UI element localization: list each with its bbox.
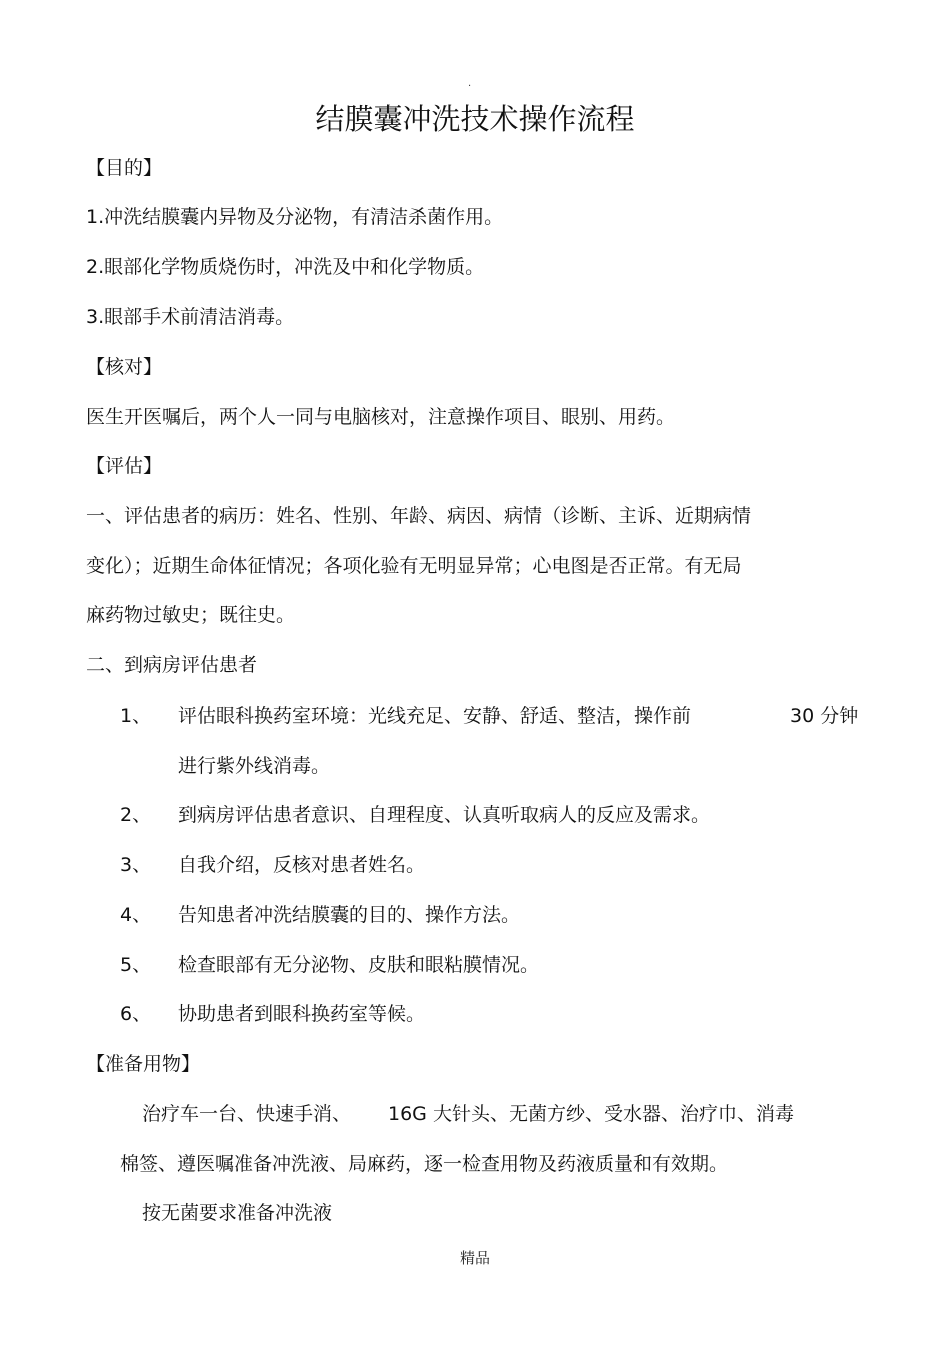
step-number: 4、	[120, 904, 152, 926]
step-text: 协助患者到眼科换药室等候。	[178, 1003, 426, 1025]
assess-part1-line-1: 一、评估患者的病历：姓名、性别、年龄、病因、病情（诊断、主诉、近期病情	[86, 505, 752, 527]
page-footer: 精品	[459, 1249, 490, 1267]
step-text: 到病房评估患者意识、自理程度、认真听取病人的反应及需求。	[178, 804, 711, 826]
assess-heading: 【评估】	[86, 455, 163, 477]
step-text-continued: 进行紫外线消毒。	[178, 755, 331, 777]
purpose-item-2: 2.眼部化学物质烧伤时，冲洗及中和化学物质。	[86, 256, 485, 278]
purpose-item-1: 1.冲洗结膜囊内异物及分泌物，有清洁杀菌作用。	[86, 206, 504, 228]
prepare-line-2: 棉签、遵医嘱准备冲洗液、局麻药，逐一检查用物及药液质量和有效期。	[120, 1153, 729, 1175]
assess-part1-line-2: 变化）；近期生命体征情况；各项化验有无明显异常；心电图是否正常。有无局	[86, 555, 742, 577]
prepare-line-3: 按无菌要求准备冲洗液	[142, 1202, 333, 1224]
step-number: 6、	[120, 1003, 152, 1025]
prepare-heading: 【准备用物】	[86, 1053, 201, 1075]
step-number: 1、	[120, 705, 152, 727]
check-text: 医生开医嘱后，两个人一同与电脑核对，注意操作项目、眼别、用药。	[86, 406, 676, 428]
assess-part1-line-3: 麻药物过敏史；既往史。	[86, 604, 296, 626]
prepare-line-1a: 治疗车一台、快速手消、	[142, 1103, 352, 1125]
step-number: 2、	[120, 804, 152, 826]
check-heading: 【核对】	[86, 356, 163, 378]
step-number: 5、	[120, 954, 152, 976]
step-text: 告知患者冲洗结膜囊的目的、操作方法。	[178, 904, 521, 926]
step-duration: 30 分钟	[790, 705, 859, 727]
purpose-item-3: 3.眼部手术前清洁消毒。	[86, 306, 295, 328]
purpose-heading: 【目的】	[86, 157, 163, 179]
step-text: 评估眼科换药室环境：光线充足、安静、舒适、整洁，操作前	[178, 705, 692, 727]
step-number: 3、	[120, 854, 152, 876]
header-mark: .	[468, 78, 472, 89]
step-text: 检查眼部有无分泌物、皮肤和眼粘膜情况。	[178, 954, 540, 976]
page-title: 结膜囊冲洗技术操作流程	[315, 102, 635, 136]
prepare-line-1b: 16G 大针头、无菌方纱、受水器、治疗巾、消毒	[388, 1103, 794, 1125]
assess-part2-heading: 二、到病房评估患者	[86, 654, 258, 676]
step-text: 自我介绍，反核对患者姓名。	[178, 854, 426, 876]
